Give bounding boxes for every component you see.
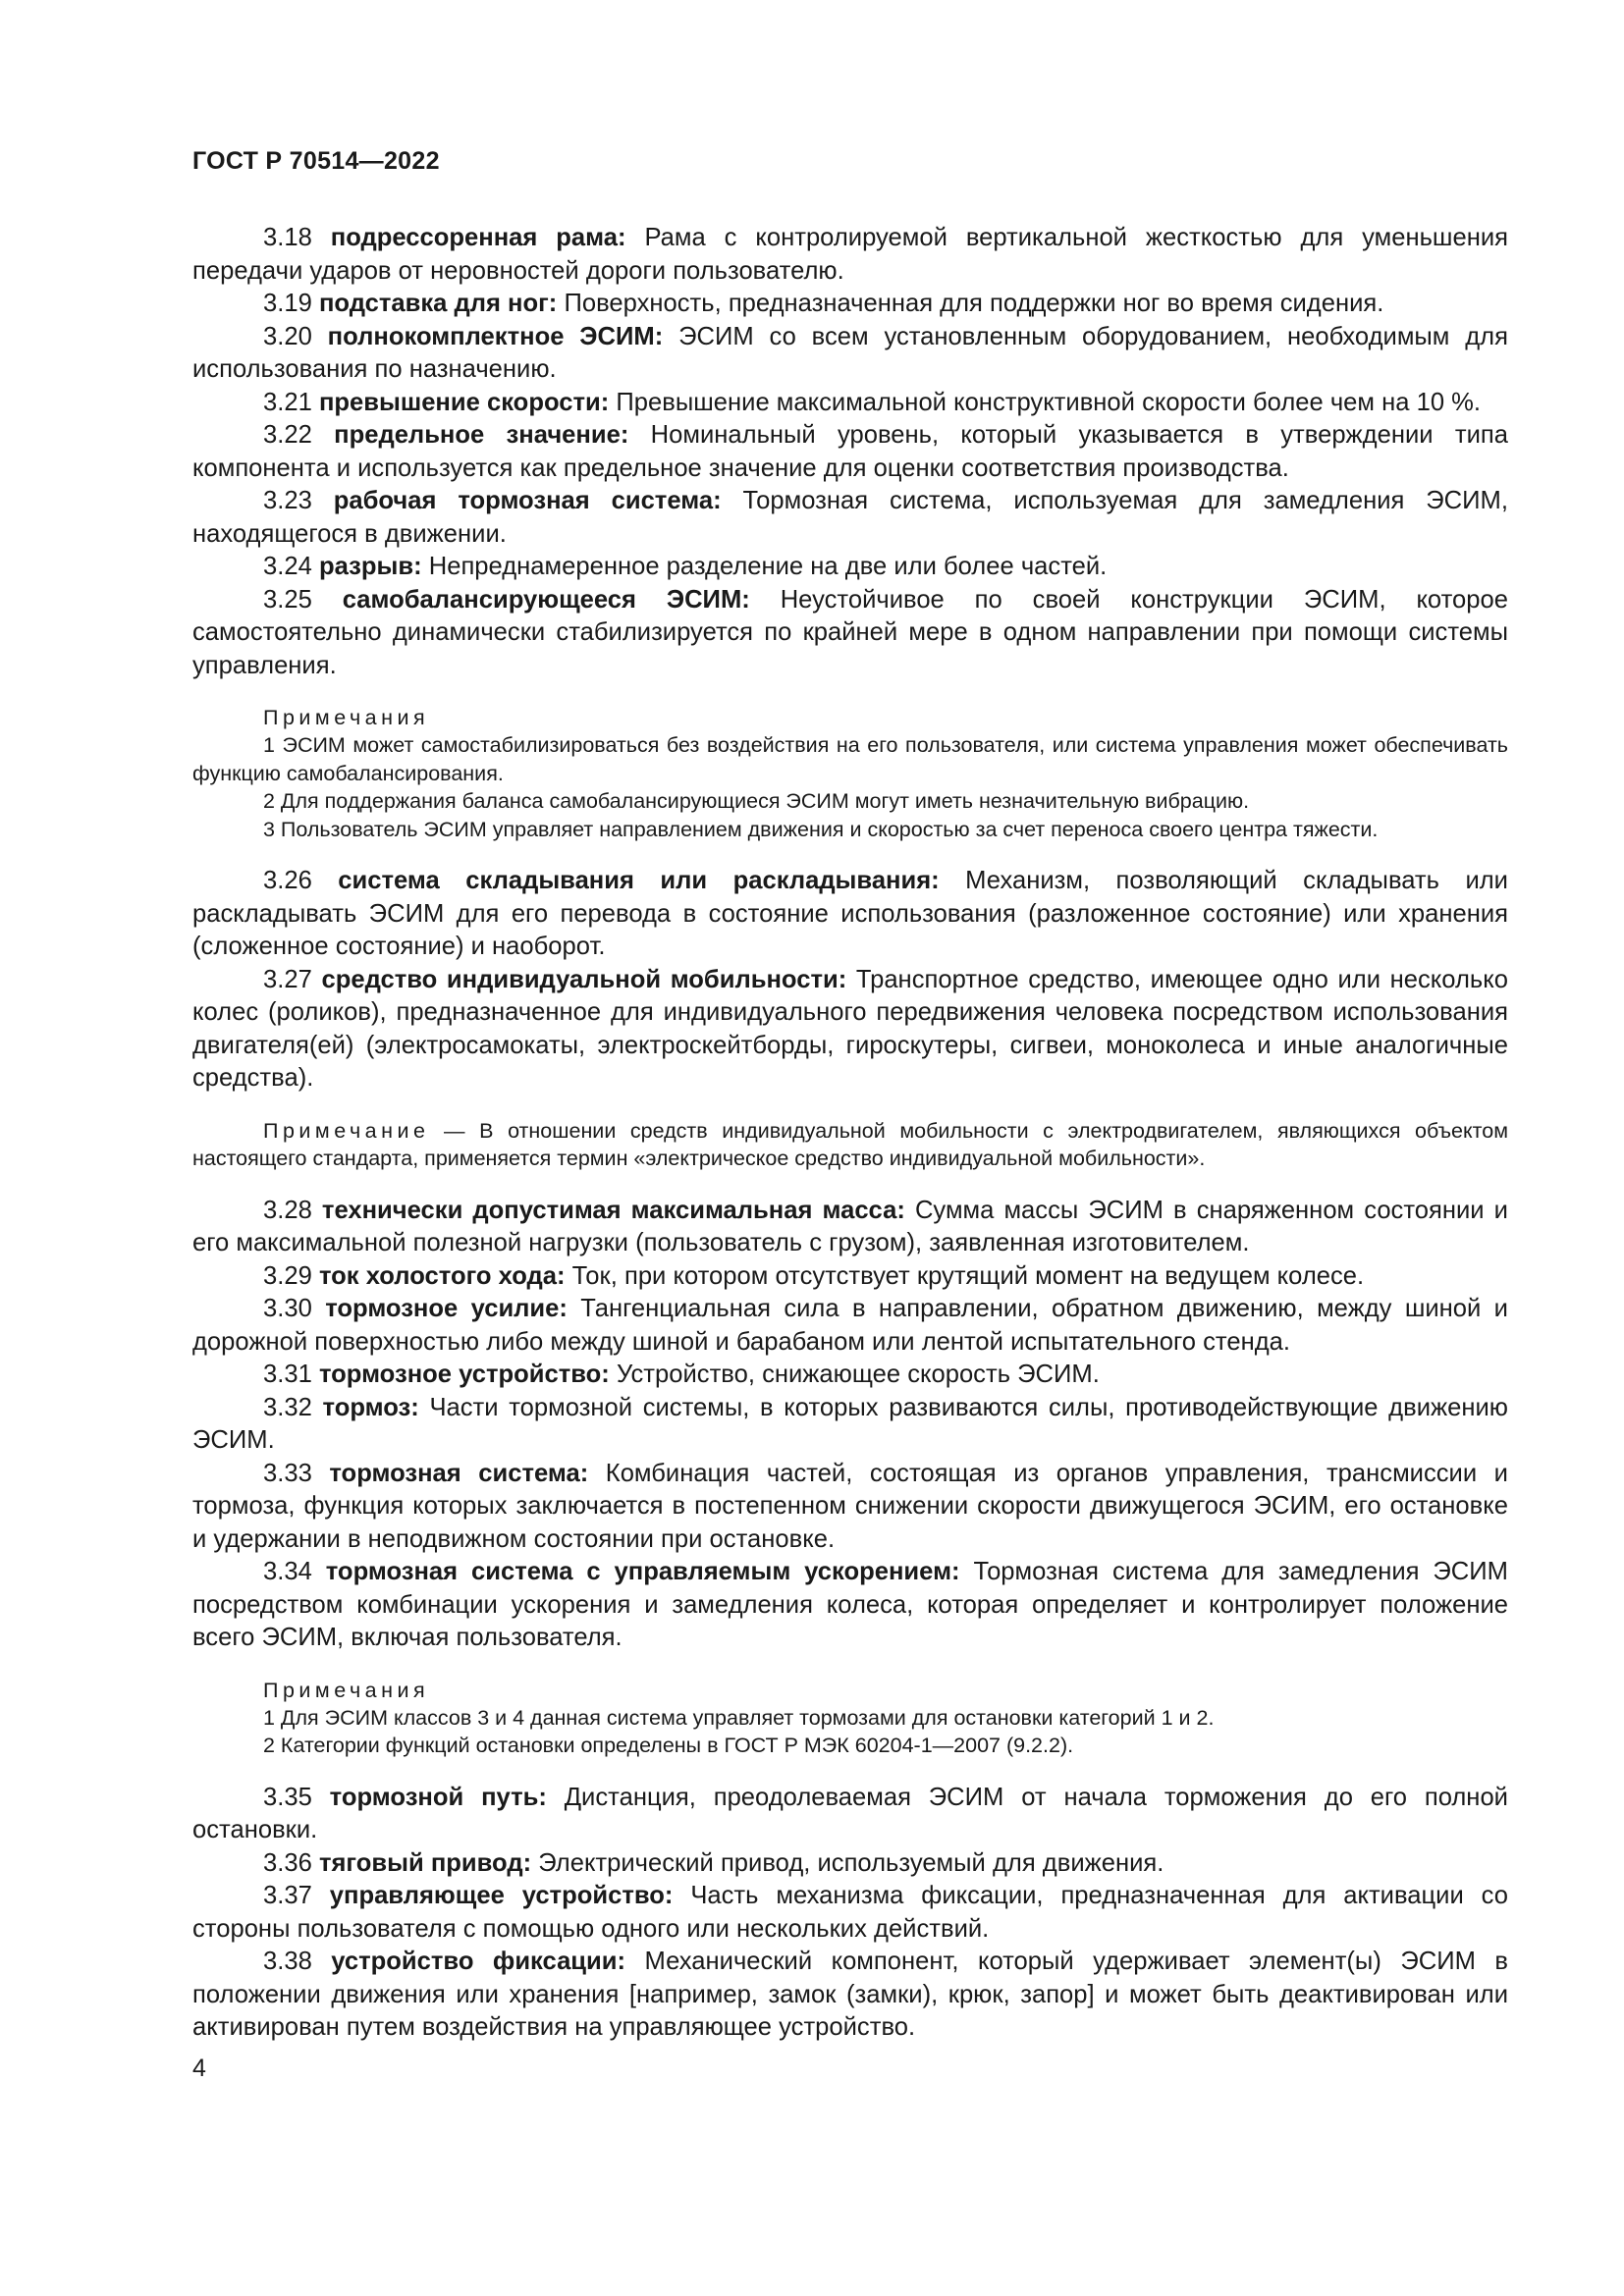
definition-number: 3.28 [263, 1196, 312, 1224]
definition-term: система складывания или раскладывания: [338, 867, 940, 894]
definition-3-36 [192, 1847, 1508, 1881]
note-label: Примечание [263, 1118, 430, 1143]
definition-term: тормозной путь: [329, 1783, 547, 1811]
definition-text: Комбинация частей, состоящая из органов управления, трансмиссии и тормоза, функция которых заключается в постепенном снижении скорости движущегося ЭСИМ, его остановке и удержании в неподвижном состоянии при остановке. [192, 1459, 1508, 1553]
document-body [192, 222, 1508, 2045]
definition-text: Часть механизма фиксации, предназначенная для активации со стороны пользователя с помощью одного или нескольких действий. [192, 1882, 1508, 1943]
definition-text: Превышение максимальной конструктивной скорости более чем на 10 %. [616, 388, 1482, 416]
definition-3-32 [192, 1392, 1508, 1458]
definition-3-25 [192, 584, 1508, 683]
definition-term: подставка для ног: [318, 290, 558, 317]
note-item: 2 Для поддержания баланса самобалансирующиеся ЭСИМ могут иметь незначительную вибрацию. [263, 789, 1250, 813]
notes-title: Примечания [263, 1678, 430, 1702]
definition-text: Номинальный уровень, который указывается в утверждении типа компонента и используется как предельное значение для оценки соответствия производства. [192, 421, 1508, 482]
definition-term: ток холостого хода: [318, 1261, 566, 1290]
definition-3-20 [192, 321, 1508, 387]
definition-text: Части тормозной системы, в которых развиваются силы, противодействующие движению ЭСИМ. [192, 1393, 1508, 1454]
definition-3-19 [192, 288, 1508, 321]
definition-term: предельное значение: [334, 421, 629, 449]
note-text: — В отношении средств индивидуальной мобильности с электродвигателем, являющихся объектом настоящего стандарта, применяется термин «электрическое средство индивидуальной мобильности». [192, 1118, 1508, 1170]
definition-text: Механический компонент, который удерживает элемент(ы) ЭСИМ в положении движения или хранения [например, замок (замки), крюк, запор] и может быть деактивирован или активирован путем воздействия на управляющее устройство. [192, 1948, 1508, 2041]
note-item: 1 ЭСИМ может самостабилизироваться без воздействия на его пользователя, или система управления может обеспечивать функцию самобалансирования. [192, 733, 1508, 785]
definition-text: Неустойчивое по своей конструкции ЭСИМ, которое самостоятельно динамически стабилизируется по крайней мере в одном направлении при помощи системы управления. [192, 585, 1508, 679]
definition-number: 3.19 [263, 290, 312, 317]
page-number: 4 [192, 2055, 206, 2082]
definition-number: 3.20 [263, 322, 312, 350]
definition-3-31 [192, 1359, 1508, 1392]
definition-number: 3.30 [263, 1295, 312, 1322]
definition-3-27 [192, 964, 1508, 1095]
definition-3-21 [192, 387, 1508, 420]
definition-number: 3.34 [263, 1558, 312, 1585]
definition-text: Поверхность, предназначенная для поддержки ног во время сидения. [564, 290, 1384, 317]
definition-term: тормозное усилие: [325, 1295, 568, 1322]
definition-text: ЭСИМ со всем установленным оборудованием, необходимым для использования по назначению. [192, 322, 1508, 383]
definition-3-30 [192, 1293, 1508, 1359]
definition-text: Ток, при котором отсутствует крутящий момент на ведущем колесе. [571, 1261, 1365, 1290]
notes-title: Примечания [263, 706, 430, 729]
definition-number: 3.18 [263, 224, 312, 251]
definition-3-26 [192, 865, 1508, 964]
note-item: 1 Для ЭСИМ классов 3 и 4 данная система управляет тормозами для остановки категорий 1 и 2. [263, 1705, 1215, 1730]
definition-number: 3.33 [263, 1459, 312, 1487]
definition-3-18 [192, 222, 1508, 288]
definition-number: 3.23 [263, 487, 312, 514]
definition-3-23 [192, 485, 1508, 551]
definition-text: Тормозная система для замедления ЭСИМ посредством комбинации ускорения и замедления колеса, которая определяет и контролирует положение всего ЭСИМ, включая пользователя. [192, 1558, 1508, 1651]
definition-term: управляющее устройство: [329, 1882, 674, 1909]
definition-text: Дистанция, преодолеваемая ЭСИМ от начала торможения до его полной остановки. [192, 1783, 1508, 1843]
definition-3-34 [192, 1556, 1508, 1655]
note-block [192, 1117, 1508, 1173]
definition-3-28 [192, 1195, 1508, 1260]
definition-term: тормозная система: [329, 1459, 589, 1487]
definition-3-38 [192, 1946, 1508, 2045]
definition-3-37 [192, 1880, 1508, 1946]
definition-number: 3.27 [263, 965, 312, 993]
definition-text: Непреднамеренное разделение на две или более частей. [428, 553, 1108, 580]
definition-number: 3.22 [263, 421, 312, 449]
definition-number: 3.31 [263, 1361, 312, 1388]
definition-3-33 [192, 1458, 1508, 1557]
definition-term: превышение скорости: [318, 388, 610, 416]
definition-text: Механизм, позволяющий складывать или раскладывать ЭСИМ для его перевода в состояние использования (разложенное состояние) или хранения (сложенное состояние) и наоборот. [192, 867, 1508, 960]
definition-term: тормоз: [322, 1393, 419, 1421]
definition-3-35 [192, 1782, 1508, 1847]
definition-number: 3.21 [263, 388, 312, 416]
note-item: 2 Категории функций остановки определены в ГОСТ Р МЭК 60204-1—2007 (9.2.2). [263, 1734, 1074, 1757]
definition-3-22 [192, 419, 1508, 485]
definition-term: тяговый привод: [318, 1848, 532, 1877]
definition-term: тормозное устройство: [318, 1361, 610, 1388]
definition-number: 3.35 [263, 1783, 312, 1811]
definition-term: устройство фиксации: [331, 1948, 626, 1975]
definition-text: Сумма массы ЭСИМ в снаряженном состоянии и его максимальной полезной нагрузки (пользователь с грузом), заявленная изготовителем. [192, 1196, 1508, 1256]
definition-number: 3.32 [263, 1393, 312, 1421]
note-item: 3 Пользователь ЭСИМ управляет направлением движения и скоростью за счет переноса своего центра тяжести. [263, 817, 1379, 841]
definition-term: подрессоренная рама: [330, 224, 626, 251]
definition-text: Электрический привод, используемый для движения. [538, 1848, 1164, 1877]
definition-number: 3.38 [263, 1948, 312, 1975]
definition-text: Тангенциальная сила в направлении, обратном движению, между шиной и дорожной поверхностью либо между шиной и барабаном или лентой испытательного стенда. [192, 1295, 1508, 1356]
definition-3-29 [192, 1260, 1508, 1294]
note-paragraph [192, 1117, 1508, 1173]
definition-term: средство индивидуальной мобильности: [321, 965, 847, 993]
notes-block [192, 1677, 1508, 1760]
definition-term: рабочая тормозная система: [333, 487, 722, 514]
definition-term: полнокомплектное ЭСИМ: [327, 322, 664, 350]
definition-term: технически допустимая максимальная масса: [321, 1196, 905, 1224]
notes-block [192, 704, 1508, 843]
document-header: ГОСТ Р 70514—2022 [192, 147, 440, 175]
definition-number: 3.29 [263, 1261, 312, 1290]
definition-number: 3.25 [263, 585, 312, 614]
definition-number: 3.24 [263, 553, 312, 580]
definition-text: Тормозная система, используемая для замедления ЭСИМ, находящегося в движении. [192, 487, 1508, 548]
definition-3-24 [192, 551, 1508, 584]
definition-term: разрыв: [318, 553, 422, 580]
definition-number: 3.36 [263, 1848, 312, 1877]
definition-term: тормозная система с управляемым ускорением: [325, 1558, 960, 1585]
definition-text: Транспортное средство, имеющее одно или несколько колес (роликов), предназначенное для индивидуального передвижения человека посредством использования двигателя(ей) (электросамокаты, электроскейтборды, гироскутеры, сигвеи, моноколеса и иные аналогичные средства). [192, 965, 1508, 1092]
definition-number: 3.37 [263, 1882, 312, 1909]
definition-number: 3.26 [263, 867, 312, 894]
definition-term: самобалансирующееся ЭСИМ: [342, 585, 750, 614]
definition-text: Рама с контролируемой вертикальной жесткостью для уменьшения передачи ударов от неровностей дороги пользователю. [192, 224, 1508, 285]
definition-text: Устройство, снижающее скорость ЭСИМ. [616, 1361, 1100, 1388]
